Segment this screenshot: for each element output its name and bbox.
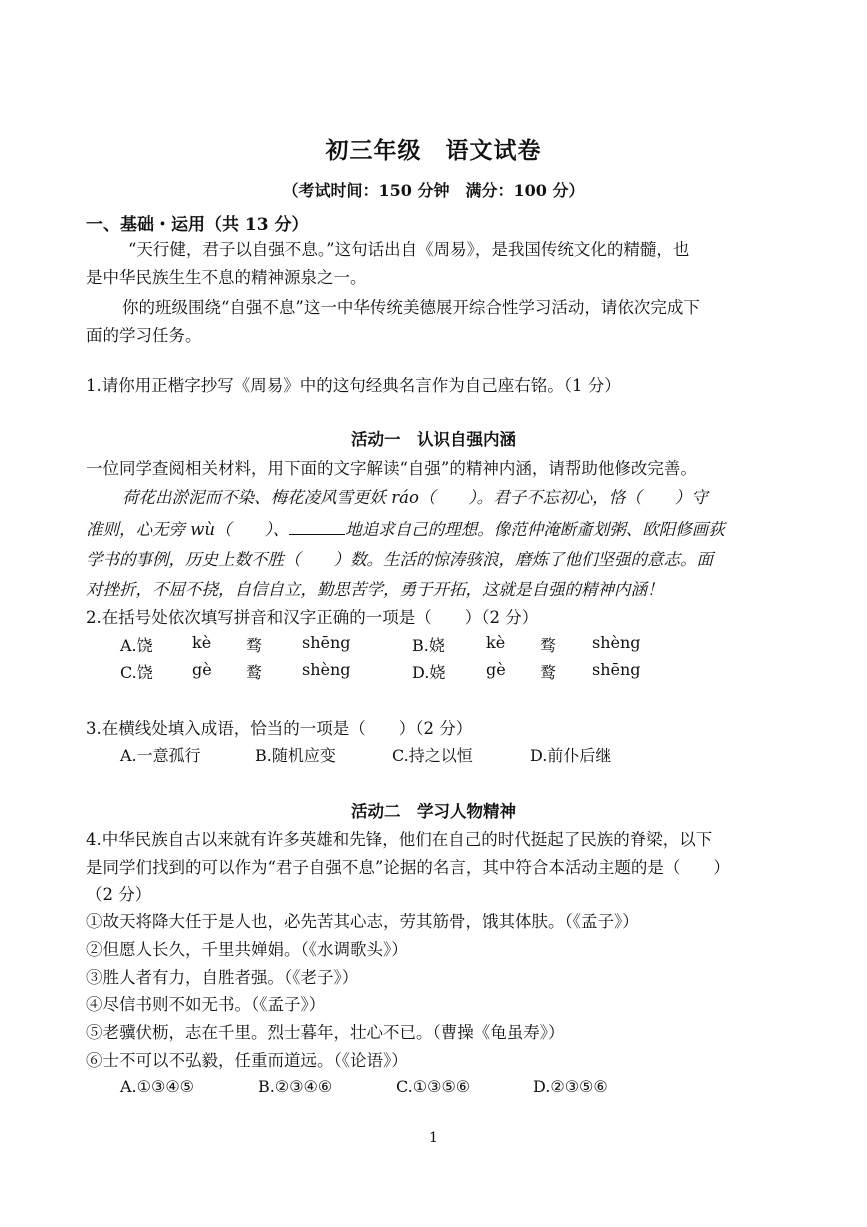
q2-option-d-pinyin2: shēng [592, 660, 641, 679]
q3-option-d: D.前仆后继 [530, 746, 612, 765]
passage-line-3: 学书的事例，历史上数不胜（ ）数。生活的惊涛骇浪，磨炼了他们坚强的意志。面 [86, 550, 713, 569]
q4-item-6: ⑥士不可以不弘毅，任重而道远。（《论语》） [86, 1051, 408, 1070]
q2-option-c-char: 鹜 [246, 663, 263, 682]
passage-line-2-part-b: 地追求自己的理想。像范仲淹断齑划粥、欧阳修画荻 [345, 520, 725, 539]
q2-option-b-pinyin2: shèng [592, 633, 641, 652]
activity-1-lead: 一位同学查阅相关材料，用下面的文字解读“自强”的精神内涵，请帮助他修改完善。 [86, 459, 697, 478]
intro-line-3: 你的班级围绕“自强不息”这一中华传统美德展开综合性学习活动，请依次完成下 [122, 298, 700, 317]
q4-option-a: A.①③④⑤ [120, 1077, 195, 1096]
q2-option-c-letter: C.饶 [120, 663, 153, 682]
q4-option-c: C.①③⑤⑥ [396, 1077, 471, 1096]
q2-option-d-pinyin: gè [486, 660, 506, 679]
q3-option-c: C.持之以恒 [392, 746, 473, 765]
section-heading: 一、基础・运用（共 13 分） [86, 215, 309, 235]
q4-stem-line-2: 是同学们找到的可以作为“君子自强不息”论据的名言，其中符合本活动主题的是（ ） [86, 858, 730, 877]
q4-stem-line-3: （2 分） [86, 885, 152, 904]
q2-option-b-char: 骛 [540, 636, 557, 655]
intro-line-4: 面的学习任务。 [86, 326, 202, 345]
passage-line-1: 荷花出淤泥而不染、梅花凌风雪更妖 ráo（ ）。君子不忘初心，恪（ ）守 [122, 488, 708, 507]
q4-item-3: ③胜人者有力，自胜者强。（《老子》） [86, 968, 359, 987]
q3-option-a: A.一意孤行 [120, 746, 201, 765]
q2-option-a-pinyin2: shēng [302, 633, 351, 652]
question-2-stem: 2.在括号处依次填写拼音和汉字正确的一项是（ ）（2 分） [86, 608, 539, 627]
q2-option-a-letter: A.饶 [120, 636, 153, 655]
passage-line-2 [86, 516, 725, 540]
q4-item-2: ②但愿人长久，千里共婵娟。（《水调歌头》） [86, 940, 408, 959]
passage-line-2-part-a: 准则，心无旁 wù（ ）、 [86, 520, 290, 539]
intro-line-1: “天行健，君子以自强不息。”这句话出自《周易》，是我国传统文化的精髓，也 [128, 240, 690, 259]
idiom-blank[interactable] [289, 520, 345, 535]
q2-option-b-letter: B.娆 [412, 636, 445, 655]
q2-option-a-pinyin: kè [192, 633, 212, 652]
question-1: 1.请你用正楷字抄写《周易》中的这句经典名言作为自己座右铭。（1 分） [86, 376, 621, 395]
q4-option-d: D.②③⑤⑥ [533, 1077, 608, 1096]
page-number: 1 [429, 1130, 438, 1146]
activity-1-heading: 活动一 认识自强内涵 [351, 430, 516, 449]
intro-line-2: 是中华民族生生不息的精神源泉之一。 [86, 268, 367, 287]
q2-option-c-pinyin2: shèng [302, 660, 351, 679]
q2-option-a-char: 骛 [246, 636, 263, 655]
question-3-stem: 3.在横线处填入成语，恰当的一项是（ ）（2 分） [86, 719, 473, 738]
q2-option-c-pinyin: gè [192, 660, 212, 679]
q3-option-b: B.随机应变 [255, 746, 336, 765]
q4-option-b: B.②③④⑥ [258, 1077, 333, 1096]
q2-option-d-letter: D.娆 [412, 663, 446, 682]
q4-stem-line-1: 4.中华民族自古以来就有许多英雄和先锋，他们在自己的时代挺起了民族的脊梁，以下 [86, 830, 713, 849]
q4-item-1: ①故天将降大任于是人也，必先苦其心志，劳其筋骨，饿其体肤。（《孟子》） [86, 912, 639, 931]
activity-2-heading: 活动二 学习人物精神 [351, 802, 516, 821]
exam-subtitle: （考试时间：150 分钟 满分：100 分） [282, 181, 585, 200]
q4-item-5: ⑤老骥伏枥，志在千里。烈士暮年，壮心不已。（曹操《龟虽寿》） [86, 1023, 565, 1042]
passage-line-4: 对挫折，不屈不挠，自信自立，勤思苦学，勇于开拓，这就是自强的精神内涵！ [86, 580, 664, 599]
q2-option-b-pinyin: kè [486, 633, 506, 652]
exam-title: 初三年级 语文试卷 [325, 137, 542, 164]
q2-option-d-char: 鹜 [540, 663, 557, 682]
q4-item-4: ④尽信书则不如无书。（《孟子》） [86, 995, 326, 1014]
